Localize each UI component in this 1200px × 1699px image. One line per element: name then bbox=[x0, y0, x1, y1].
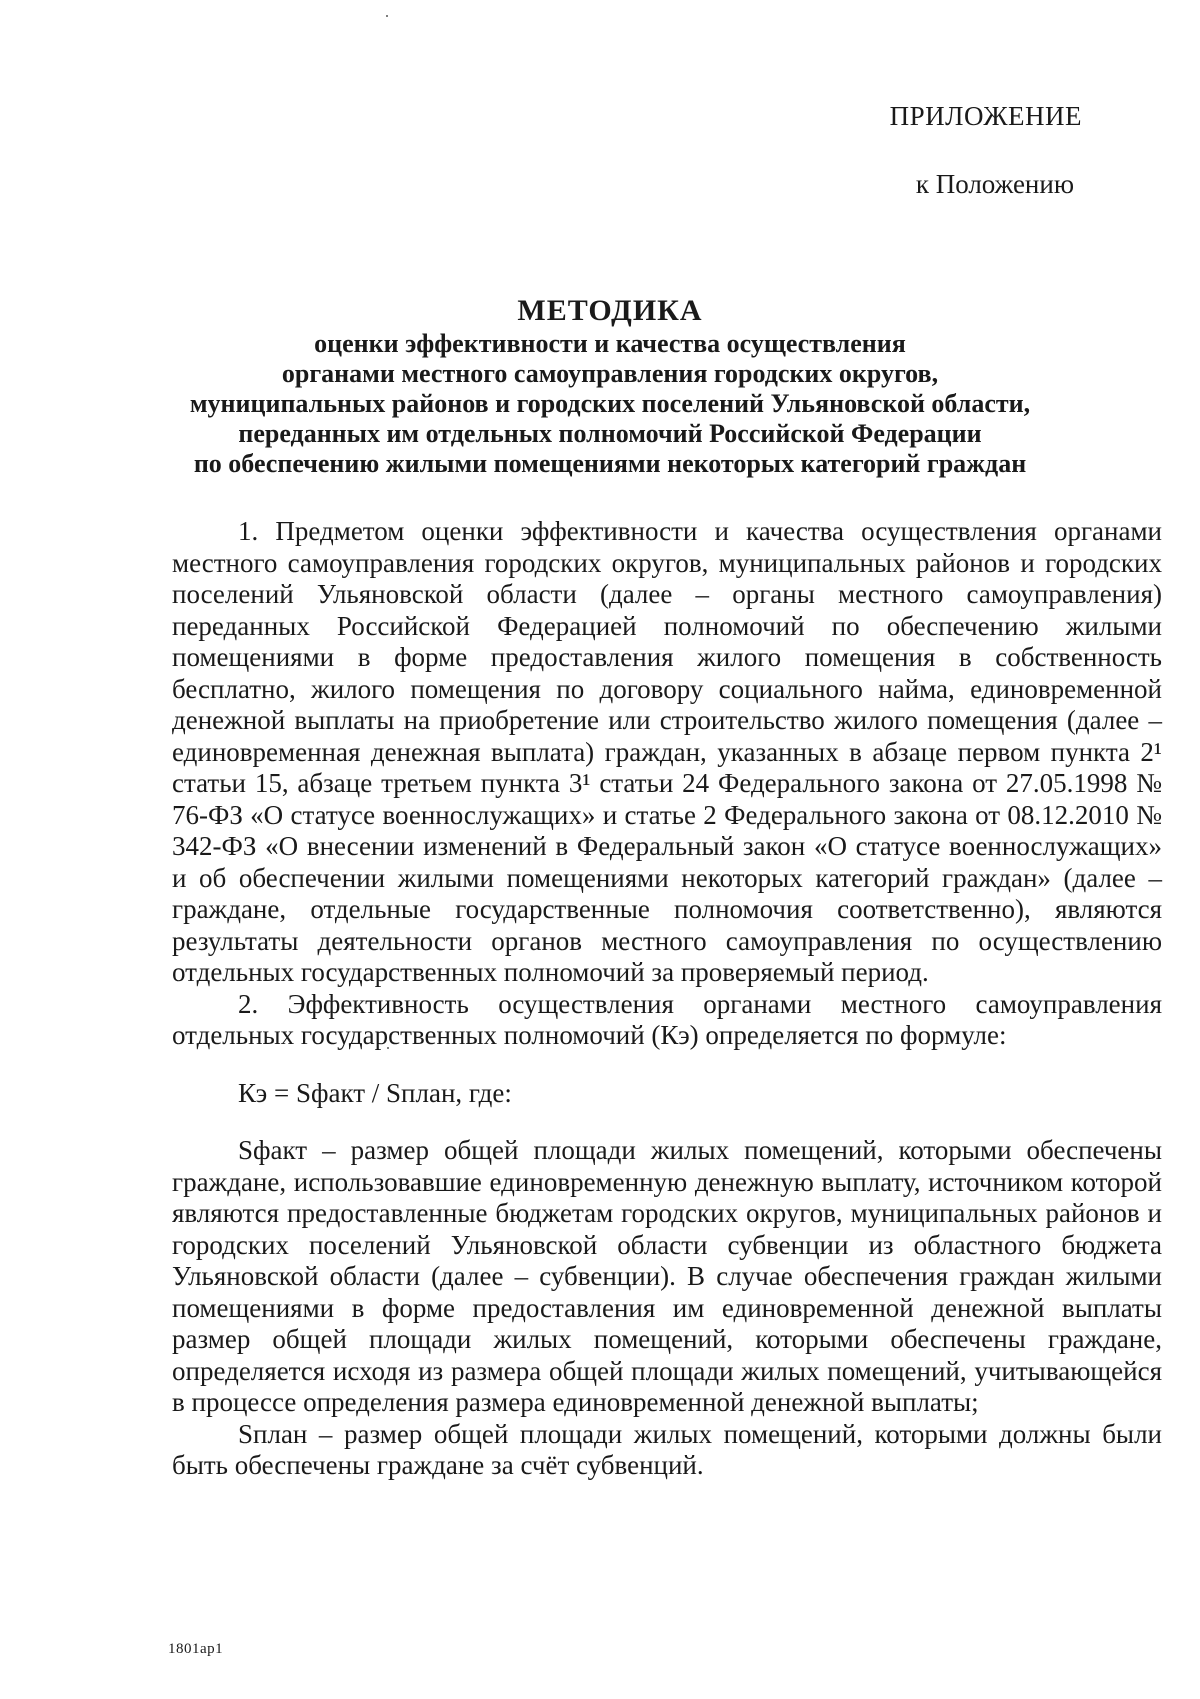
scan-speck bbox=[386, 15, 388, 17]
heading-line: по обеспечению жилыми помещениями некоторых категорий граждан bbox=[193, 449, 1027, 478]
paragraph-1: 1. Предметом оценки эффективности и качества осуществления органами местного самоуправления городских округов, муниципальных районов и городских поселений Ульяновской области (далее – органы местного самоуправления) переданных Российской Федерацией полномочий по обеспечению жилыми помещениями в форме предоставления жилого помещения в собственность бесплатно, жилого помещения по договору социального найма, единовременной денежной выплаты на приобретение или строительство жилого помещения (далее – единовременная денежная выплата) граждан, указанных в абзаце первом пункта 2¹ статьи 15, абзаце третьем пункта 3¹ статьи 24 Федерального закона от 27.05.1998 № 76-ФЗ «О статусе военнослужащих» и статье 2 Федерального закона от 08.12.2010 № 342-ФЗ «О внесении изменений в Федеральный закон «О статусе военнослужащих» и об обеспечении жилыми помещениями некоторых категорий граждан» (далее – граждане, отдельные государственные полномочия соответственно), являются результаты деятельности органов местного самоуправления по осуществлению отдельных государственных полномочий за проверяемый период. bbox=[172, 516, 1162, 987]
heading-line: переданных им отдельных полномочий Российской Федерации bbox=[238, 419, 982, 448]
formula: Кэ = Sфакт / Sплан, где: bbox=[238, 1077, 512, 1108]
heading-main-title: МЕТОДИКА bbox=[517, 294, 703, 327]
paragraph-2: 2. Эффективность осуществления органами местного самоуправления отдельных государственных полномочий (Кэ) определяется по формуле: bbox=[172, 988, 1162, 1050]
appendix-block bbox=[890, 100, 1094, 200]
document-body bbox=[172, 516, 1162, 1482]
appendix-title: ПРИЛОЖЕНИЕ bbox=[889, 101, 1082, 131]
heading-line: органами местного самоуправления городских округов, bbox=[281, 359, 939, 388]
footer-document-code: 1801ap1 bbox=[168, 1641, 224, 1657]
definition-s-plan: Sплан – размер общей площади жилых помещений, которыми должны были быть обеспечены граждане за счёт субвенций. bbox=[172, 1418, 1162, 1480]
definition-s-fact: Sфакт – размер общей площади жилых помещений, которыми обеспечены граждане, использовавшие единовременную денежную выплату, источником которой являются предоставленные бюджетам городских округов, муниципальных районов и городских поселений Ульяновской области субвенции из областного бюджета Ульяновской области (далее – субвенции). В случае обеспечения граждан жилыми помещениями в форме предоставления им единовременной денежной выплаты размер общей площади жилых помещений, которыми обеспечены граждане, определяется исходя из размера общей площади жилых помещений, учитывающейся в процессе определения размера единовременной денежной выплаты; bbox=[172, 1135, 1162, 1417]
heading-line: муниципальных районов и городских поселений Ульяновской области, bbox=[189, 389, 1031, 418]
heading-line: оценки эффективности и качества осуществления bbox=[314, 329, 906, 358]
appendix-subtitle: к Положению bbox=[915, 169, 1074, 199]
document-heading bbox=[140, 293, 1080, 479]
